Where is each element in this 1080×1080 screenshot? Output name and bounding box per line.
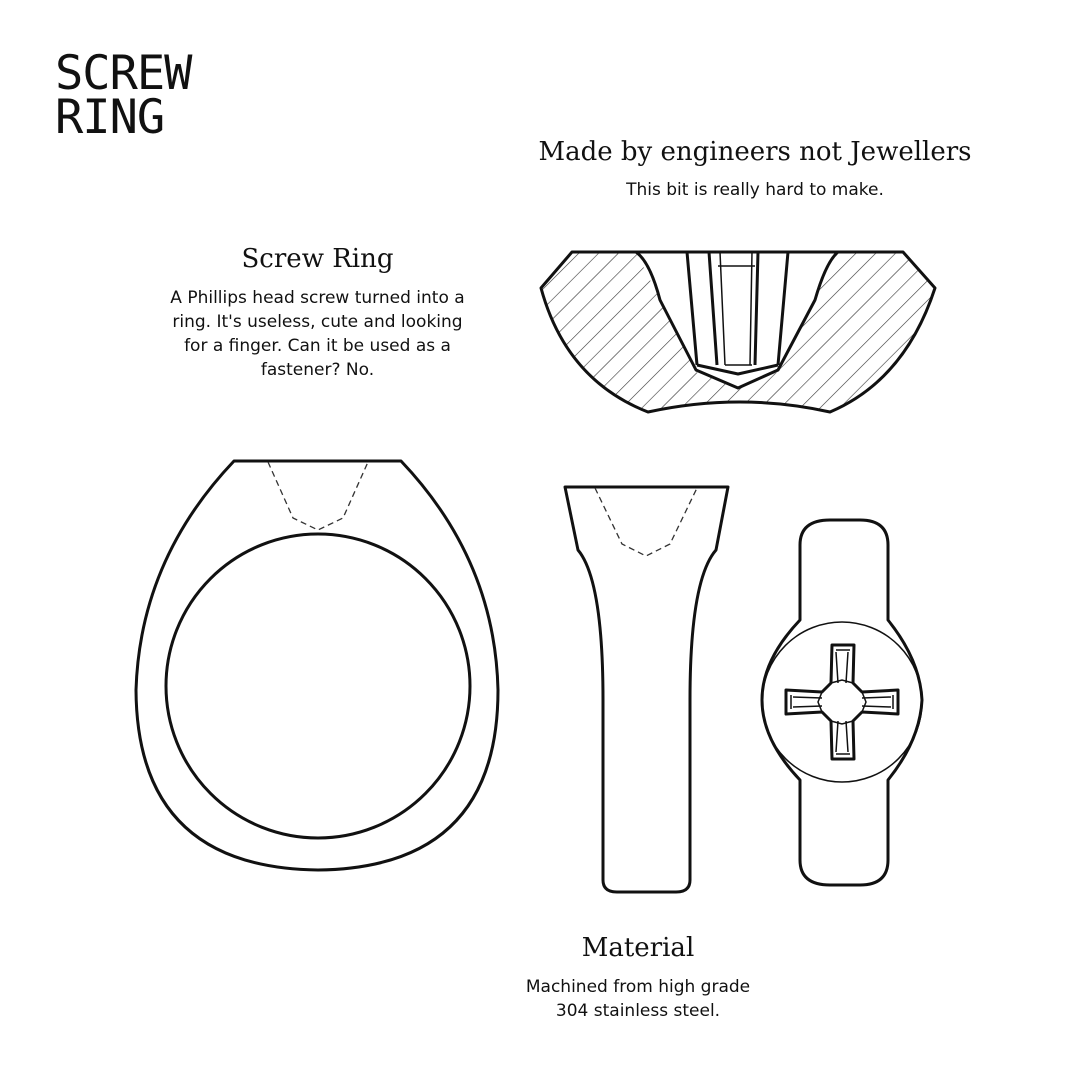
screw-ring-heading: Screw Ring (241, 244, 394, 274)
cross-section-view (530, 245, 950, 425)
engineers-text: This bit is really hard to make. (626, 180, 884, 200)
side-outline (565, 487, 728, 892)
hidden-socket-line (268, 462, 368, 530)
side-view (565, 487, 728, 892)
phillips-center (818, 680, 866, 724)
front-view (136, 461, 498, 870)
ring-inner-circle (166, 534, 470, 838)
material-text-line-1: Machined from high grade (525, 977, 751, 997)
material-text-line-2: 304 stainless steel. (555, 1001, 721, 1021)
phillips-cross (786, 645, 898, 759)
title-line-2: RING (55, 90, 165, 145)
ring-outline (136, 461, 498, 870)
side-hidden-socket (595, 488, 697, 556)
screw-ring-text: A Phillips head screw turned into a ring. It's useless, cute and looking for a finger. Can it be used as a fastener? No. (170, 288, 465, 380)
engineers-heading: Made by engineers not Jewellers (538, 137, 972, 167)
title-line-1: SCREW (55, 46, 192, 101)
phillips-facets (791, 650, 893, 754)
top-view (762, 520, 922, 885)
material-heading: Material (581, 933, 695, 963)
